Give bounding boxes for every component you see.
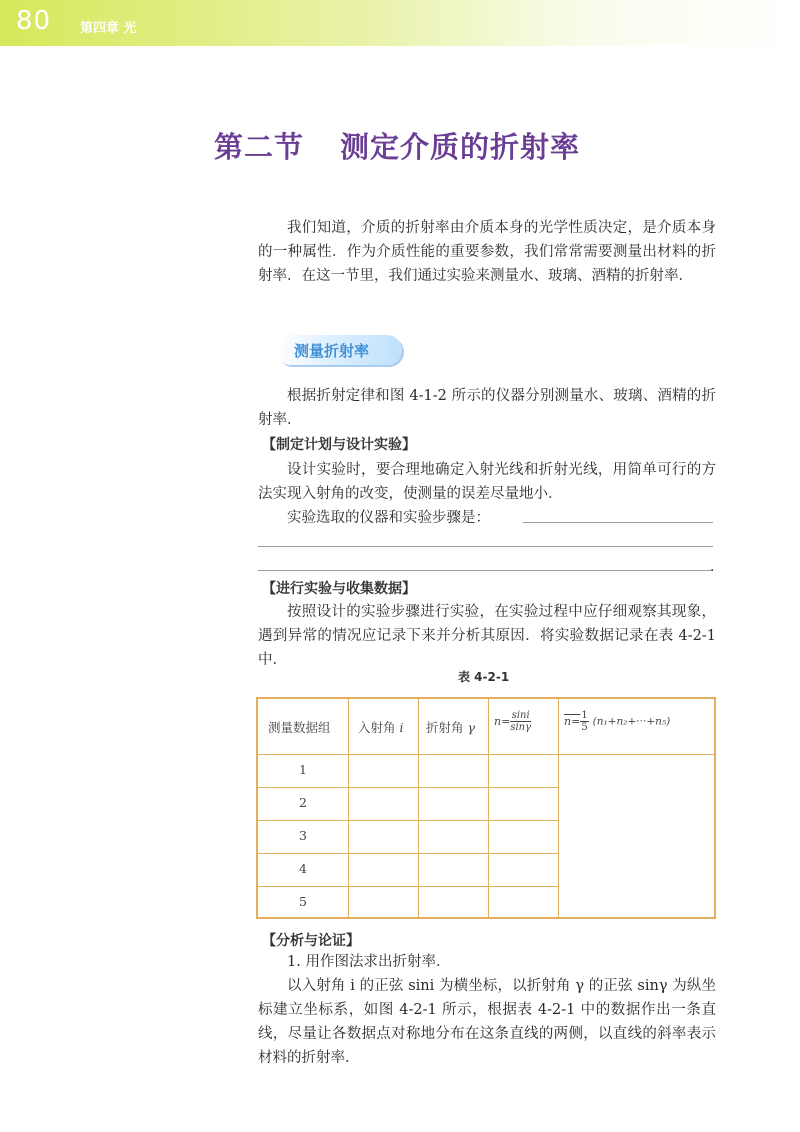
n-numerator: sini: [511, 710, 530, 721]
subheading-pill: [276, 335, 402, 365]
collect-heading: 【进行实验与收集数据】: [262, 581, 416, 597]
plan-paragraph: [258, 458, 716, 506]
header-incidence-label: 入射角: [358, 720, 396, 735]
table-grid-line: [488, 699, 489, 917]
answer-end-mark: ．: [710, 559, 724, 575]
intro-line: 璃、酒精的折射率．: [562, 268, 693, 284]
collect-paragraph: [258, 600, 716, 672]
header-refraction-label: 折射角: [426, 720, 464, 735]
table-grid-line: [558, 699, 559, 917]
table-caption: 表 4-2-1: [458, 670, 510, 684]
subheading-text: 测量折射率: [294, 342, 370, 360]
header-refraction: [426, 718, 475, 736]
table-grid-line: [258, 787, 558, 788]
plan-heading: 【制定计划与设计实验】: [262, 437, 416, 453]
avg-numerator: 1: [581, 710, 588, 721]
plan-line: 可行的方法实现入射角的改变，使测量的误差尽量地小．: [258, 462, 717, 502]
table-grid-line: [418, 699, 419, 917]
analysis-paragraph: [258, 974, 716, 1070]
chapter-label: 第四章 光: [80, 21, 137, 36]
section-title: [214, 125, 580, 166]
row-label: 1: [299, 762, 307, 777]
row-label: 5: [299, 894, 307, 909]
row-label: 4: [299, 861, 307, 876]
intro-line: 介质本身的一种属性．作为介质性能的重要参数，我们常常需要: [258, 220, 717, 260]
answer-line[interactable]: [258, 570, 711, 571]
page-number: 80: [16, 6, 52, 36]
header-refraction-symbol: γ: [467, 720, 475, 735]
avg-denominator: 5: [581, 722, 588, 733]
analysis-line: 作出一条直线，尽量让各数据点对称地分布在这条直线的两侧，: [258, 1002, 717, 1042]
analysis-line: 以入射角 i 的正弦 sini 为横坐标，以折射角 γ 的正弦 sinγ 为: [287, 978, 687, 994]
collect-line: 按照设计的实验步骤进行实验，在实验过程中应仔细观察: [287, 604, 658, 620]
collect-line: 其现象，遇到异常的情况应记录下来并分析其原因．将实验数据: [258, 604, 717, 644]
plan-prompt: 实验选取的仪器和实验步骤是：: [287, 510, 490, 526]
row-label: 2: [299, 795, 307, 810]
header-n-formula: [494, 710, 531, 733]
table-grid-line: [258, 820, 558, 821]
header-incidence-symbol: i: [399, 720, 404, 735]
analysis-line: 纵坐标建立坐标系，如图 4-2-1 所示，根据表 4-2-1 中的数据: [258, 978, 716, 1018]
table-grid-line: [348, 699, 349, 917]
section-number: 第二节: [214, 130, 305, 164]
measure-line: 根据折射定律和图 4-1-2 所示的仪器分别测量水、玻璃、: [287, 388, 658, 404]
avg-prefix: n=: [564, 715, 581, 728]
table-grid-line: [258, 853, 558, 854]
header-group: 测量数据组: [268, 720, 331, 735]
intro-line: 测量出材料的折射率．在这一节里，我们通过实验来测量水、玻: [258, 244, 717, 284]
data-table: [256, 697, 716, 919]
answer-line[interactable]: [258, 546, 713, 547]
analysis-line: 以直线的斜率表示材料的折射率．: [258, 1026, 716, 1066]
plan-line: 设计实验时，要合理地确定入射光线和折射光线，用简单: [287, 462, 658, 478]
header-incidence: [358, 718, 404, 736]
row-label: 3: [299, 828, 307, 843]
header-average-formula: [564, 710, 670, 733]
intro-line: 我们知道，介质的折射率由介质本身的光学性质决定，是: [287, 220, 658, 236]
answer-line[interactable]: [523, 522, 713, 523]
table-grid-line: [258, 886, 558, 887]
intro-paragraph: [258, 216, 716, 288]
measure-paragraph: [258, 384, 716, 432]
section-title-text: 测定介质的折射率: [340, 130, 581, 164]
n-denominator: sinγ: [510, 722, 532, 733]
avg-sum: (n₁+n₂+···+n₅): [592, 715, 671, 728]
analysis-heading: 【分析与论证】: [262, 933, 360, 949]
table-grid-line: [258, 754, 716, 755]
n-prefix: n=: [494, 715, 511, 728]
collect-line: 记录在表 4-2-1 中．: [258, 628, 716, 668]
measure-line: 酒精的折射率．: [258, 388, 716, 428]
analysis-item-1: 1. 用作图法求出折射率．: [287, 954, 451, 970]
